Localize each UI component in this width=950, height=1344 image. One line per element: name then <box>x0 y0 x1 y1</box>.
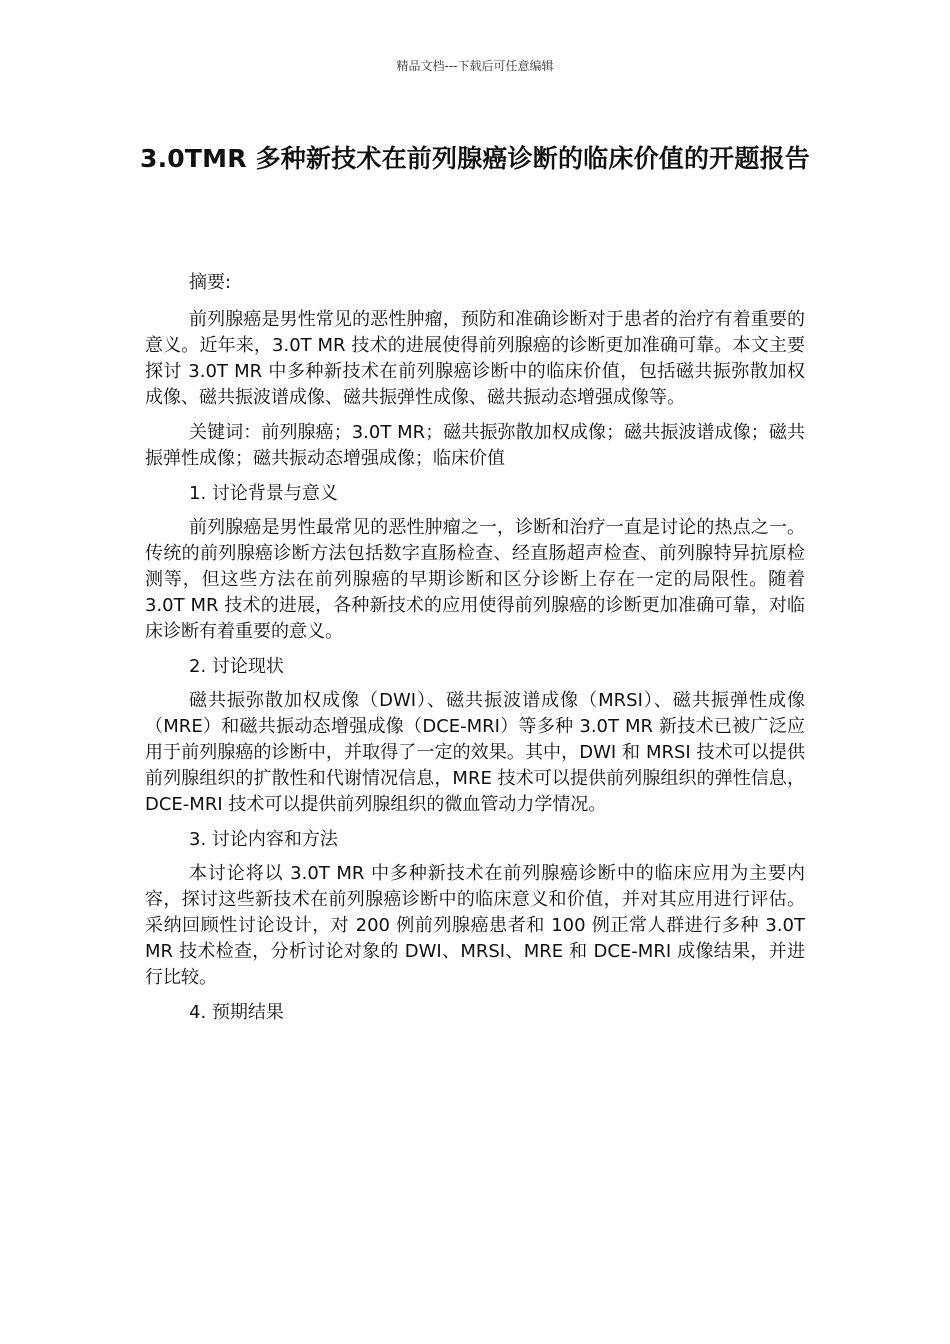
abstract-label: 摘要: <box>189 272 232 293</box>
section-heading-expected-results: 4. 预期结果 <box>189 1002 284 1023</box>
keywords-paragraph: 关键词：前列腺癌；3.0T MR；磁共振弥散加权成像；磁共振波谱成像；磁共振弹性成像；磁共振动态增强成像；临床价值 <box>145 422 805 469</box>
document-title: 3.0TMR 多种新技术在前列腺癌诊断的临床价值的开题报告 <box>140 144 810 173</box>
header-note: 精品文档---下载后可任意编辑 <box>396 59 554 73</box>
section-heading-methods: 3. 讨论内容和方法 <box>189 829 338 850</box>
section-paragraph-methods: 本讨论将以 3.0T MR 中多种新技术在前列腺癌诊断中的临床应用为主要内容，探讨这些新技术在前列腺癌诊断中的临床意义和价值，并对其应用进行评估。采纳回顾性讨论设计，对 200 例前列腺癌患者和 100 例正常人群进行多种 3.0T MR 技术检查，分析讨论对象的 DWI、MRSI、MRE 和 DCE-MRI 成像结果，并进行比较。 <box>145 863 805 988</box>
section-heading-status: 2. 讨论现状 <box>189 656 284 677</box>
section-paragraph-background: 前列腺癌是男性最常见的恶性肿瘤之一，诊断和治疗一直是讨论的热点之一。传统的前列腺癌诊断方法包括数字直肠检查、经直肠超声检查、前列腺特异抗原检测等，但这些方法在前列腺癌的早期诊断和区分诊断上存在一定的局限性。随着 3.0T MR 技术的进展，各种新技术的应用使得前列腺癌的诊断更加准确可靠，对临床诊断有着重要的意义。 <box>145 517 805 642</box>
section-heading-background: 1. 讨论背景与意义 <box>189 483 338 504</box>
abstract-paragraph: 前列腺癌是男性常见的恶性肿瘤，预防和准确诊断对于患者的治疗有着重要的意义。近年来，3.0T MR 技术的进展使得前列腺癌的诊断更加准确可靠。本文主要探讨 3.0T MR 中多种新技术在前列腺癌诊断中的临床价值，包括磁共振弥散加权成像、磁共振波谱成像、磁共振弹性成像、磁共振动态增强成像等。 <box>145 309 805 408</box>
document-body <box>145 270 805 1034</box>
section-paragraph-status: 磁共振弥散加权成像（DWI）、磁共振波谱成像（MRSI）、磁共振弹性成像（MRE）和磁共振动态增强成像（DCE-MRI）等多种 3.0T MR 新技术已被广泛应用于前列腺癌的诊断中，并取得了一定的效果。其中，DWI 和 MRSI 技术可以提供前列腺组织的扩散性和代谢情况信息，MRE 技术可以提供前列腺组织的弹性信息，DCE-MRI 技术可以提供前列腺组织的微血管动力学情况。 <box>145 690 805 815</box>
